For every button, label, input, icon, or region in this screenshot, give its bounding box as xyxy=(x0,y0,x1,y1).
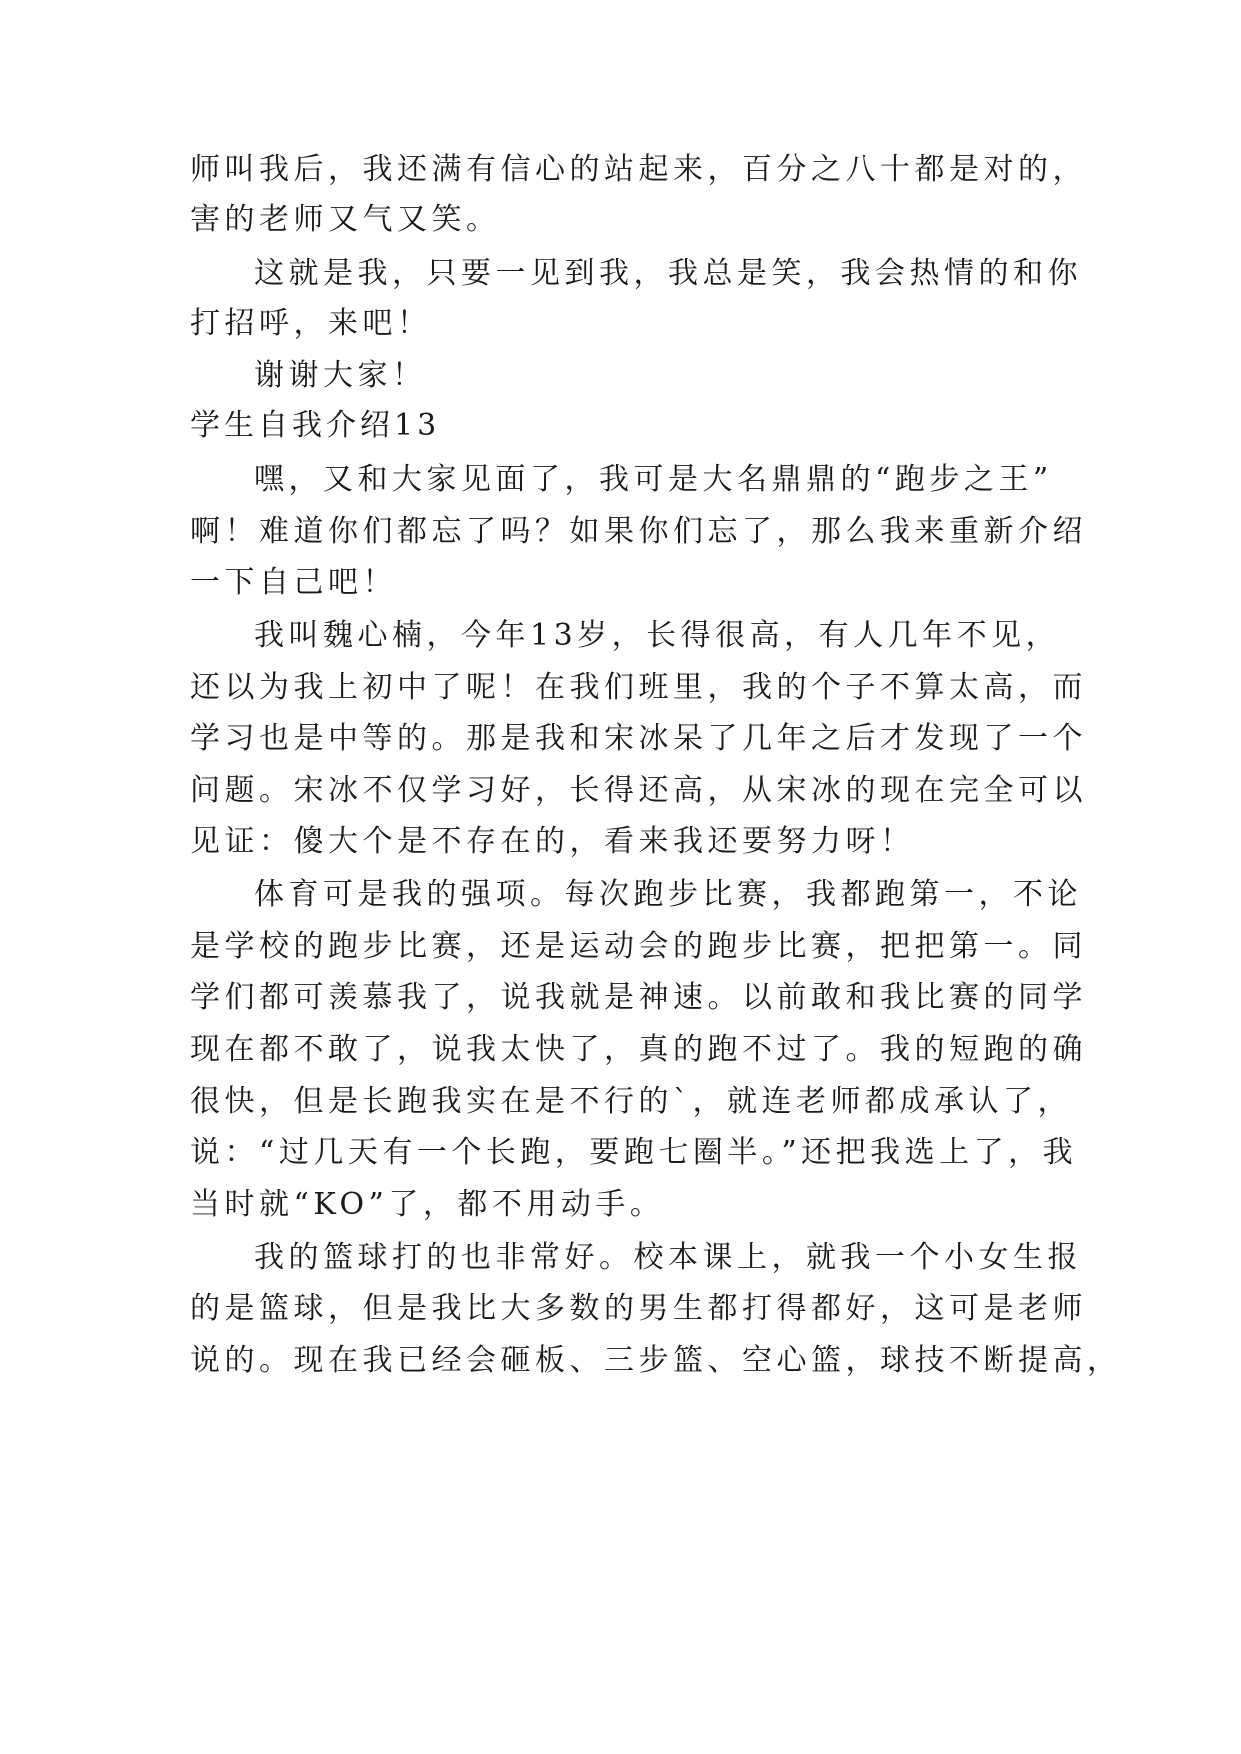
text-line: 很快，但是长跑我实在是不行的`，就连老师都成承认了， xyxy=(190,1084,1072,1119)
text-line: 见证：傻大个是不存在的，看来我还要努力呀！ xyxy=(190,824,915,859)
text-line: 还以为我上初中了呢！在我们班里，我的个子不算太高，而 xyxy=(190,670,1087,705)
text-line: 体育可是我的强项。每次跑步比赛，我都跑第一，不论 xyxy=(254,877,1082,912)
text-line: 是学校的跑步比赛，还是运动会的跑步比赛，把把第一。同 xyxy=(190,929,1087,964)
text-line: 我叫魏心楠，今年13岁，长得很高，有人几年不见， xyxy=(254,618,1061,653)
text-line: 说的。现在我已经会砸板、三步篮、空心篮，球技不断提高， xyxy=(190,1343,1122,1378)
text-line: 嘿，又和大家见面了，我可是大名鼎鼎的“跑步之王” xyxy=(254,462,1053,497)
text-line: 害的老师又气又笑。 xyxy=(190,202,501,237)
text-line: 我的篮球打的也非常好。校本课上，就我一个小女生报 xyxy=(254,1240,1082,1275)
section-heading: 学生自我介绍13 xyxy=(190,408,441,443)
text-line: 的是篮球，但是我比大多数的男生都打得都好，这可是老师 xyxy=(190,1291,1087,1326)
text-line: 当时就“KO”了，都不用动手。 xyxy=(190,1187,665,1222)
text-line: 说：“过几天有一个长跑，要跑七圈半。”还把我选上了，我 xyxy=(190,1135,1078,1170)
text-line: 师叫我后，我还满有信心的站起来，百分之八十都是对的， xyxy=(190,152,1087,187)
text-line: 谢谢大家！ xyxy=(254,358,427,393)
text-line: 打招呼，来吧！ xyxy=(190,306,432,341)
text-line: 现在都不敢了，说我太快了，真的跑不过了。我的短跑的确 xyxy=(190,1032,1087,1067)
text-line: 这就是我，只要一见到我，我总是笑，我会热情的和你 xyxy=(254,256,1082,291)
text-line: 学们都可羡慕我了，说我就是神速。以前敢和我比赛的同学 xyxy=(190,980,1087,1015)
text-line: 啊！难道你们都忘了吗？如果你们忘了，那么我来重新介绍 xyxy=(190,514,1087,549)
text-line: 一下自己吧！ xyxy=(190,565,397,600)
text-line: 学习也是中等的。那是我和宋冰呆了几年之后才发现了一个 xyxy=(190,721,1087,756)
text-line: 问题。宋冰不仅学习好，长得还高，从宋冰的现在完全可以 xyxy=(190,773,1087,808)
